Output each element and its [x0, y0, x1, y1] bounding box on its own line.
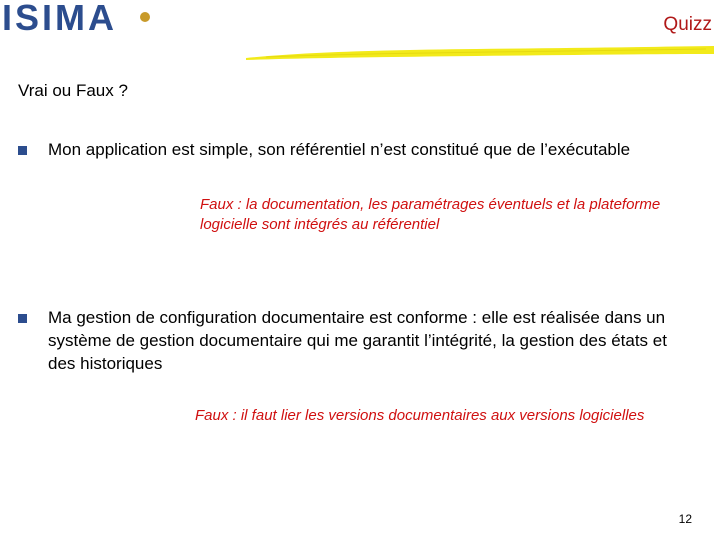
bullet-square-icon — [18, 146, 27, 155]
answer-1: Faux : la documentation, les paramétrages éventuels et la plateforme logicielle sont intégrés au référentiel — [200, 196, 661, 233]
logo-text: ISIMA — [2, 0, 118, 38]
highlight-stroke — [246, 44, 716, 62]
page-number: 12 — [678, 512, 692, 526]
statement-1: Mon application est simple, son référentiel n’est constitué que de l’exécutable — [48, 140, 631, 159]
logo-emblem-icon — [140, 12, 150, 22]
answer-2: Faux : il faut lier les versions documentaires aux versions logicielles — [195, 407, 645, 424]
statement-2: Ma gestion de configuration documentaire est conforme : elle est réalisée dans un système de gestion documentaire qui me garantit l’intégrité, la gestion des états et des historiques — [48, 308, 667, 373]
slide-title: Quizz — [663, 14, 712, 35]
bullet-square-icon — [18, 314, 27, 323]
logo — [2, 0, 117, 36]
question-heading: Vrai ou Faux ? — [18, 81, 128, 100]
